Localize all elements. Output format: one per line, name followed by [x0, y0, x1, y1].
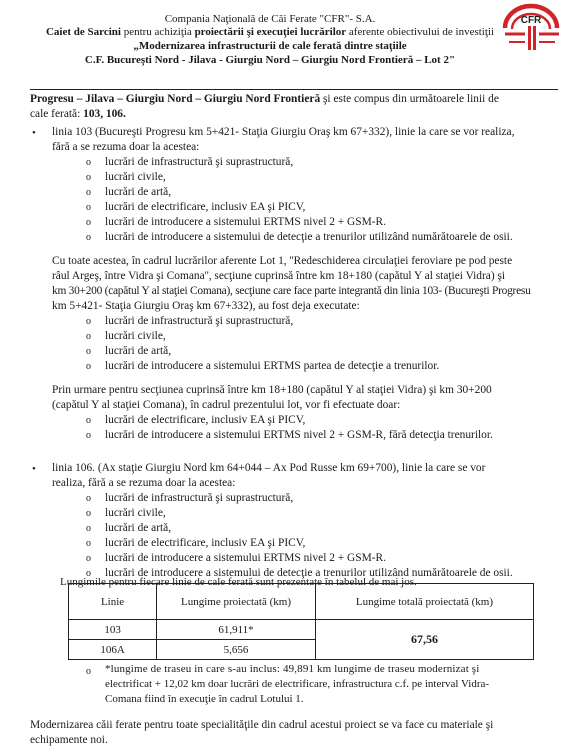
table-header-cell: Linie [69, 584, 157, 620]
project-title: „Modernizarea infrastructurii de cale ferată dintre staţiile [133, 40, 407, 52]
table-total-cell: 67,56 [315, 620, 533, 660]
lengths-table [68, 583, 534, 660]
table-cell: 106A [69, 640, 157, 660]
line-106-heading-cont: realiza, fără a se rezuma doar la acestea: [52, 477, 236, 489]
paragraph-line: km 5+421- Staţia Giurgiu Oraş km 67+332), au fost deja executate: [52, 300, 360, 312]
table-cell: 5,656 [157, 640, 316, 660]
footnote-line: Comana fiind în execuţie în cadrul Lotului 1. [105, 693, 304, 705]
line-103-heading-cont: fără a se rezuma doar la acestea: [52, 141, 200, 153]
intro-line-2: cale ferată: 103, 106. [30, 108, 126, 120]
bullet-icon: • [32, 463, 36, 475]
list-item: lucrări de infrastructură şi suprastructură, [105, 156, 294, 168]
sub-bullet-icon: o [86, 232, 91, 243]
sub-bullet-icon: o [86, 346, 91, 357]
list-item: lucrări civile, [105, 507, 166, 519]
paragraph-line: Prin urmare pentru secţiunea cuprinsă între km 18+180 (capătul Y al staţiei Vidra) şi km 30+200 [52, 384, 492, 396]
sub-bullet-icon: o [86, 493, 91, 504]
table-row [69, 620, 534, 640]
list-item: lucrări de artă, [105, 522, 172, 534]
sub-bullet-icon: o [86, 157, 91, 168]
project-title-route: C.F. Bucureşti Nord - Jilava - Giurgiu Nord – Giurgiu Nord Frontieră – Lot 2" [84, 54, 456, 66]
sub-bullet-icon: o [86, 415, 91, 426]
sub-bullet-icon: o [86, 316, 91, 327]
company-name: Compania Naţională de Căi Ferate "CFR"- S.A. [164, 13, 376, 25]
table-header-cell: Lungime proiectată (km) [157, 584, 316, 620]
intro-line-1: Progresu – Jilava – Giurgiu Nord – Giurgiu Nord Frontieră şi este compus din următoarele linii de [30, 93, 499, 105]
sub-bullet-icon: o [86, 538, 91, 549]
paragraph-line: km 30+200 (capătul Y al staţiei Comana), secţiune care face parte integrantă din linia 103- (Bucureşti Progresu [52, 285, 531, 297]
header-subtitle: Caiet de Sarcini pentru achiziţia proiectării şi execuţiei lucrărilor aferente obiectivului de investiţii [45, 26, 495, 38]
svg-text:CFR: CFR [520, 15, 542, 26]
closing-line: Modernizarea căii ferate pentru toate specialităţile din cadrul acestui proiect se va face cu materiale şi [30, 719, 494, 731]
line-106-heading: linia 106. (Ax staţie Giurgiu Nord km 64+044 – Ax Pod Russe km 69+700), linie la care se vor [52, 462, 486, 474]
table-header-cell: Lungime totală proiectată (km) [315, 584, 533, 620]
table-cell: 61,911* [157, 620, 316, 640]
paragraph-line: Cu toate acestea, în cadrul lucrărilor aferente Lot 1, ''Redeschiderea circulaţiei feroviare pe pod peste [52, 255, 513, 267]
list-item: lucrări de introducere a sistemului de detecţie a trenurilor utilizând numărătoarele de osii. [105, 231, 513, 243]
closing-line: echipamente noi. [30, 734, 108, 746]
list-item: lucrări de electrificare, inclusiv EA şi PICV, [105, 537, 306, 549]
document-header [0, 0, 567, 92]
list-item: lucrări de introducere a sistemului ERTMS partea de detecţie a trenurilor. [105, 360, 440, 372]
sub-bullet-icon: o [86, 508, 91, 519]
sub-bullet-icon: o [86, 553, 91, 564]
list-item: lucrări de introducere a sistemului ERTMS nivel 2 + GSM-R, fără detecţia trenurilor. [105, 429, 493, 441]
list-item: lucrări de introducere a sistemului ERTMS nivel 2 + GSM-R. [105, 552, 386, 564]
table-cell: 103 [69, 620, 157, 640]
sub-bullet-icon: o [86, 331, 91, 342]
footnote-line: electrificat + 12,02 km doar lucrări de electrificare, infrastructura c.f. pe interval Vidra- [105, 678, 490, 690]
footnote-line: *lungime de traseu in care s-au inclus: 49,891 km lungime de traseu modernizat şi [105, 663, 480, 675]
list-item: lucrări de artă, [105, 345, 172, 357]
cfr-logo-icon [501, 2, 561, 52]
list-item: lucrări de infrastructură şi suprastructură, [105, 492, 294, 504]
sub-bullet-icon: o [86, 217, 91, 228]
bullet-icon: • [32, 127, 36, 139]
list-item: lucrări de electrificare, inclusiv EA şi PICV, [105, 414, 306, 426]
sub-bullet-icon: o [86, 430, 91, 441]
header-divider [30, 89, 558, 90]
list-item: lucrări civile, [105, 330, 166, 342]
sub-bullet-icon: o [86, 666, 91, 677]
list-item: lucrări de introducere a sistemului ERTMS nivel 2 + GSM-R. [105, 216, 386, 228]
list-item: lucrări de introducere a sistemului de detecţie a trenurilor utilizând numărătoarele de osii. [105, 567, 513, 579]
paragraph-line: râul Argeş, între Vidra şi Comana'', secţiune cuprinsă între km 18+180 (capătul Y al staţiei Vidra) şi [52, 270, 506, 282]
list-item: lucrări de artă, [105, 186, 172, 198]
sub-bullet-icon: o [86, 361, 91, 372]
sub-bullet-icon: o [86, 523, 91, 534]
sub-bullet-icon: o [86, 568, 91, 579]
table-intro: Lungimile pentru fiecare linie de cale ferată sunt prezentate în tabelul de mai jos. [60, 576, 417, 588]
paragraph-line: (capătul Y al staţiei Comana), în cadrul prezentului lot, vor fi efectuate doar: [52, 399, 401, 411]
sub-bullet-icon: o [86, 172, 91, 183]
sub-bullet-icon: o [86, 202, 91, 213]
line-103-heading: linia 103 (Bucureşti Progresu km 5+421- Staţia Giurgiu Oraş km 67+332), linie la care se vor realiza, [52, 126, 515, 138]
list-item: lucrări de electrificare, inclusiv EA şi PICV, [105, 201, 306, 213]
table-header-row [69, 584, 534, 620]
list-item: lucrări civile, [105, 171, 166, 183]
sub-bullet-icon: o [86, 187, 91, 198]
list-item: lucrări de infrastructură şi suprastructură, [105, 315, 294, 327]
